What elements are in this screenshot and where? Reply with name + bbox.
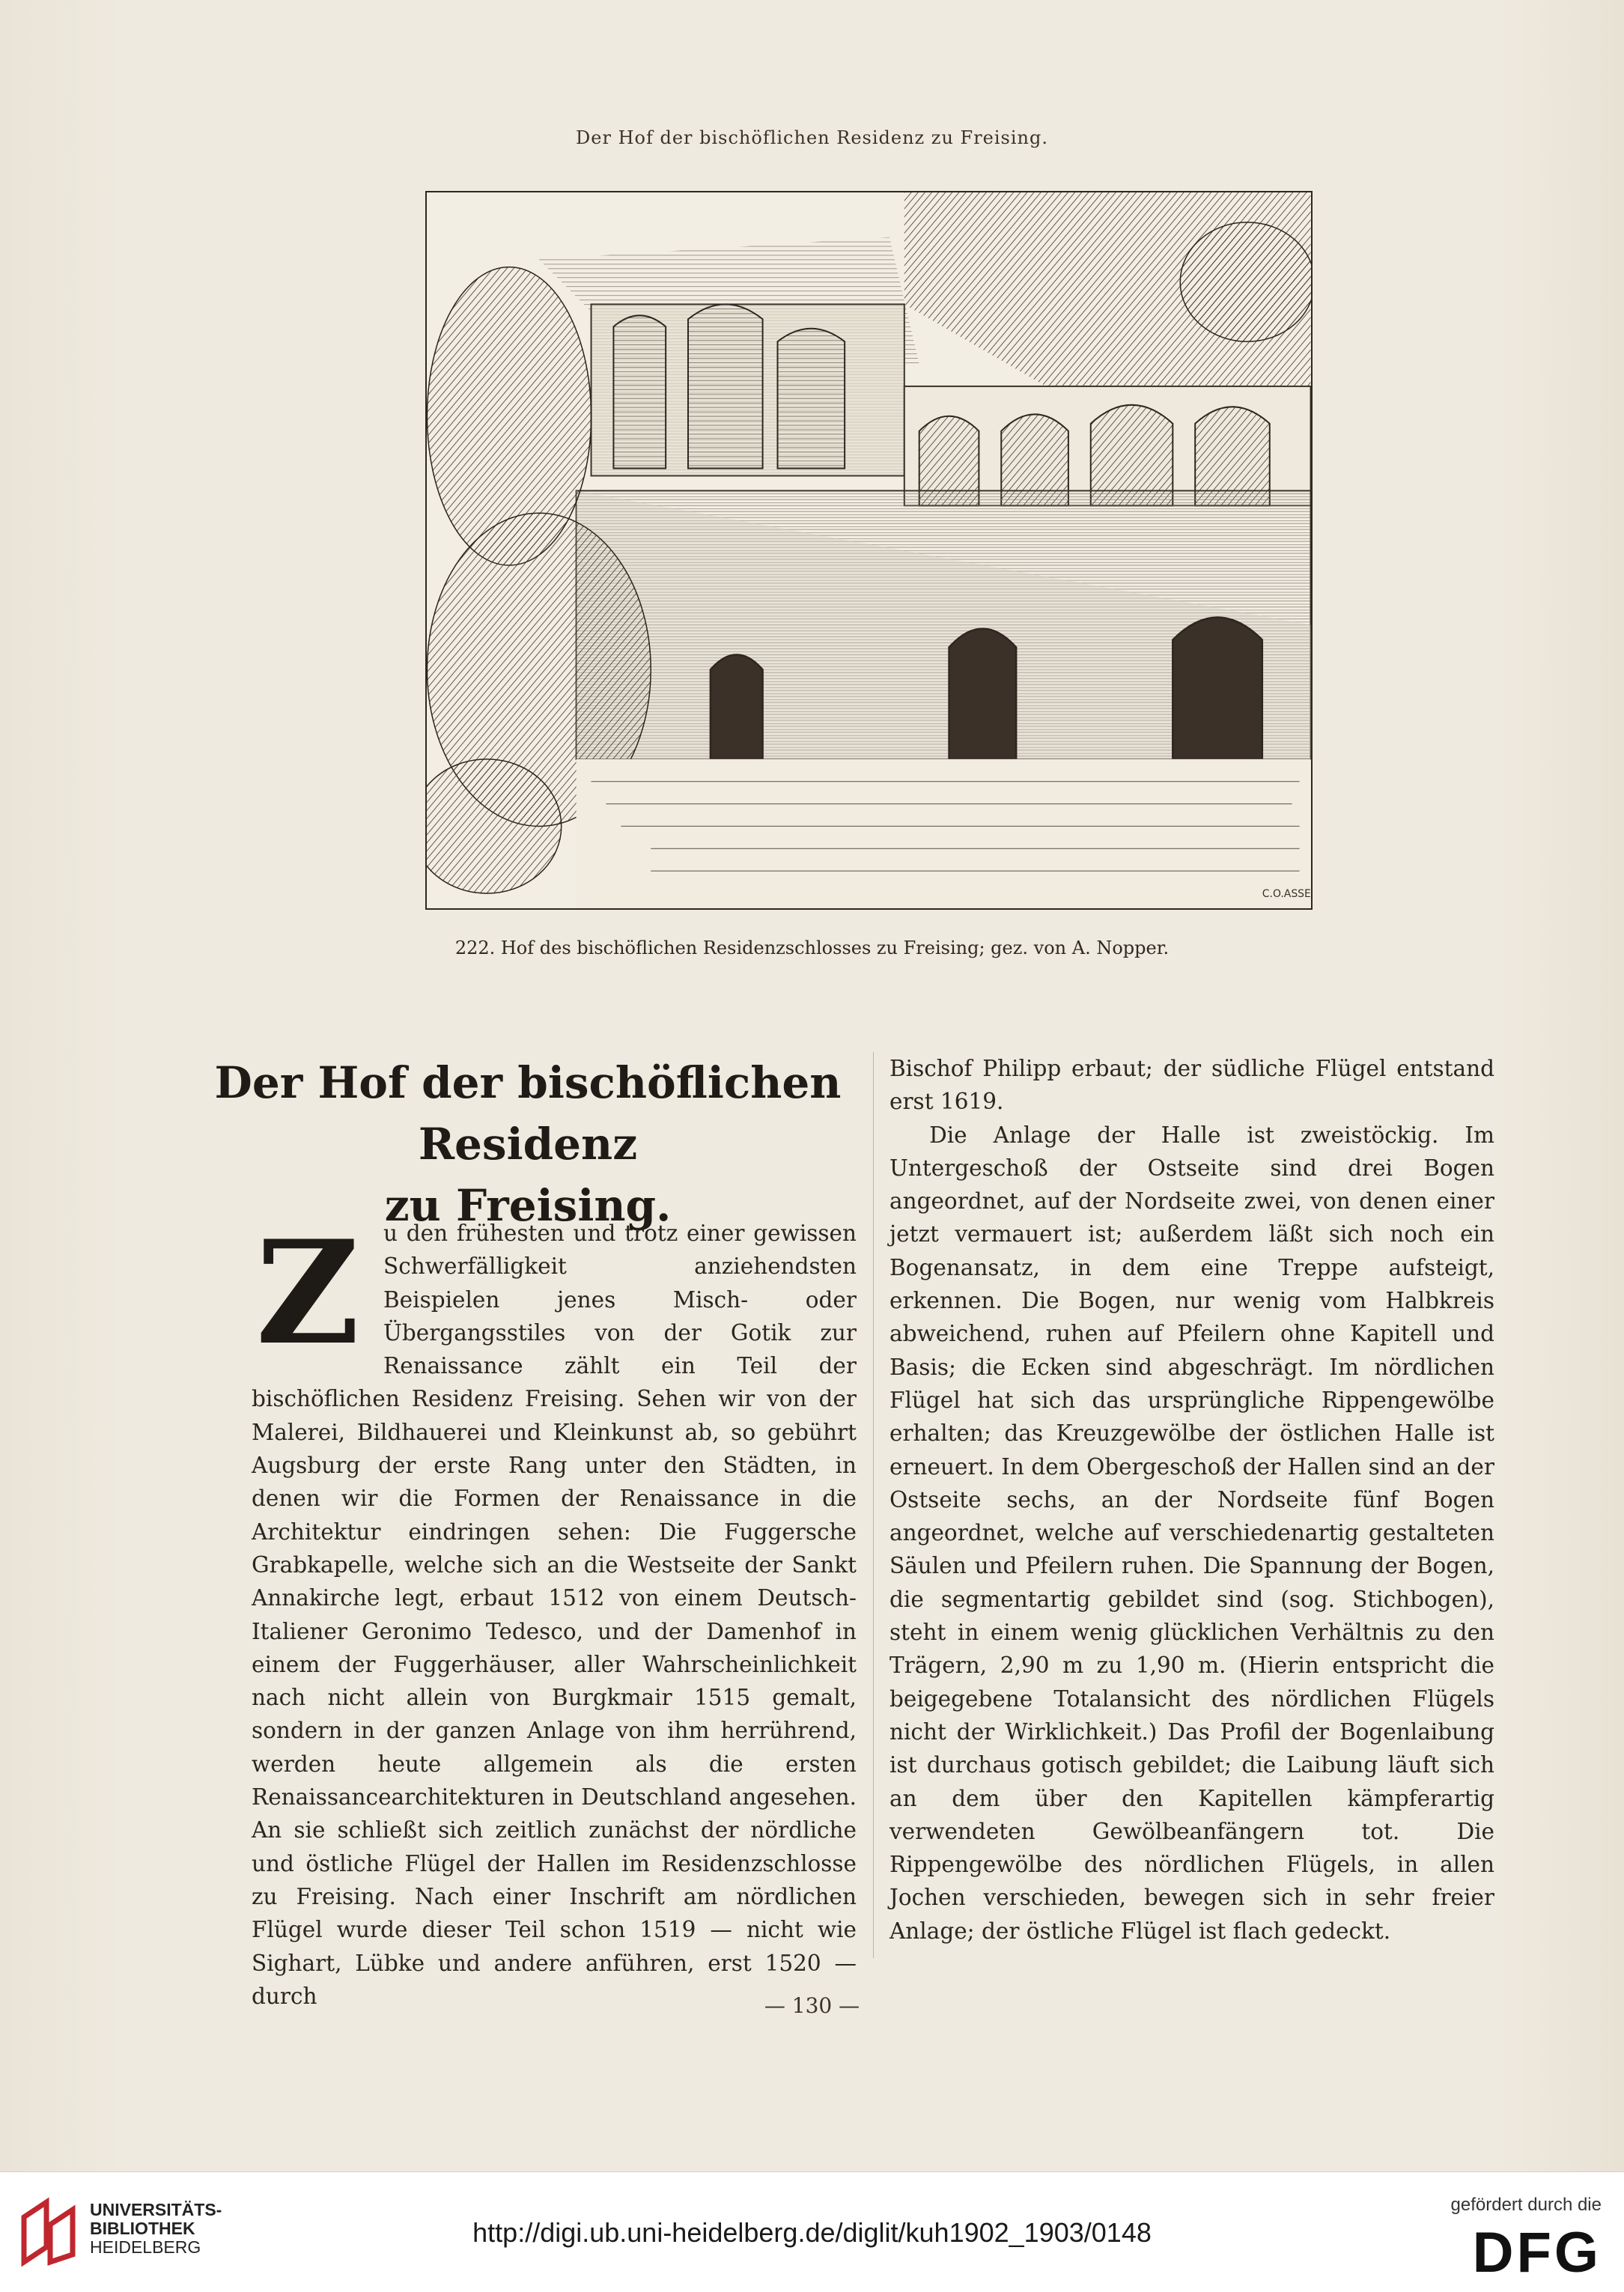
- funder-label: gefördert durch die: [1450, 2195, 1602, 2215]
- permalink-url[interactable]: http://digi.ub.uni-heidelberg.de/diglit/kuh1902_1903/0148: [472, 2217, 1152, 2248]
- ornamental-initial: Z: [255, 1209, 360, 1376]
- running-head: Der Hof der bischöflichen Residenz zu Freising.: [576, 127, 1048, 148]
- left-column: [252, 1209, 857, 2013]
- right-column-paragraph-2: Die Anlage der Halle ist zweistöckig. Im Untergeschoß der Ostseite sind drei Bogen angeordnet, auf der Nordseite zwei, von denen einer jetzt vermauert ist; außerdem läßt sich noch ein Bogenansatz, in dem eine Treppe aufsteigt, erkennen. Die Bogen, nur wenig vom Halbkreis abweichend, ruhen auf Pfeilern ohne Kapitell und Basis; die Ecken sind abgeschrägt. Im nördlichen Flügel hat sich das ursprüngliche Rippengewölbe erhalten; das Kreuzgewölbe der östlichen Halle ist erneuert. In dem Obergeschoß der Hallen sind an der Ostseite sechs, an der Nordseite fünf Bogen angeordnet, welche auf verschiedenartig gestalteten Säulen und Pfeilern ruhen. Die Spannung der Bogen, die segmentartig gebildet sind (sog. Stichbogen), steht in einem wenig glücklichen Verhältnis zu den Trägern, 2,90 m zu 1,90 m. (Hierin entspricht die beigegebene Totalansicht des nördlichen Flügels nicht der Wirklichkeit.) Das Profil der Bogenlaibung ist durchaus gotisch gebildet; die Laibung läuft sich an dem über den Kapitellen kämpferartig verwendeten Gewölbeanfängern tot. Die Rippengewölbe des nördlichen Flügels, in allen Jochen verschieden, bewegen sich in sehr freier Anlage; der östliche Flügel ist flach gedeckt.: [889, 1122, 1494, 1944]
- column-divider: [873, 1052, 874, 1958]
- engraving-drawing: [427, 192, 1311, 908]
- article-title-line-2: zu Freising.: [384, 1180, 672, 1231]
- courtyard-engraving: [425, 191, 1313, 910]
- figure-caption: 222. Hof des bischöflichen Residenzschlosses zu Freising; gez. von A. Nopper.: [454, 937, 1170, 958]
- right-column-paragraph-1: Bischof Philipp erbaut; der südliche Flügel entstand erst 1619.: [889, 1056, 1494, 1115]
- article-title-line-1: Der Hof der bischöflichen Residenz: [214, 1057, 842, 1170]
- viewer-footer: [0, 2171, 1624, 2292]
- dfg-logo: DFG: [1472, 2221, 1602, 2285]
- page-number: — 130 —: [764, 1993, 860, 2018]
- left-column-text: u den frühesten und trotz einer gewissen Schwerfälligkeit anziehendsten Beispielen jenes Misch- oder Übergangsstiles von der Gotik zur Renaissance zählt ein Teil der bischöflichen Residenz Freising. Sehen wir von der Malerei, Bildhauerei und Kleinkunst ab, so gebührt Augsburg der erste Rang unter den Städten, in denen wir die Formen der Renaissance in die Architektur eindringen sehen: Die Fuggersche Grabkapelle, welche sich an die Westseite der Sankt Annakirche legt, erbaut 1512 von einem Deutsch-Italiener Geronimo Tedesco, und der Damenhof in einem der Fuggerhäuser, aller Wahrscheinlichkeit nach nicht allein von Burgkmair 1515 gemalt, sondern in der ganzen Anlage von ihm herrührend, werden heute allgemein als die ersten Renaissancearchitekturen in Deutschland angesehen. An sie schließt sich zeitlich zunächst der nördliche und östliche Flügel der Hallen im Residenzschlosse zu Freising. Nach einer Inschrift am nördlichen Flügel wurde dieser Teil schon 1519 — nicht wie Sighart, Lübke und andere anführen, erst 1520 — durch: [252, 1221, 857, 2009]
- right-column: [889, 1052, 1494, 1948]
- engraver-signature: C.O.ASSE: [1262, 888, 1311, 901]
- library-name: UNIVERSITÄTS- BIBLIOTHEK HEIDELBERG: [90, 2200, 222, 2257]
